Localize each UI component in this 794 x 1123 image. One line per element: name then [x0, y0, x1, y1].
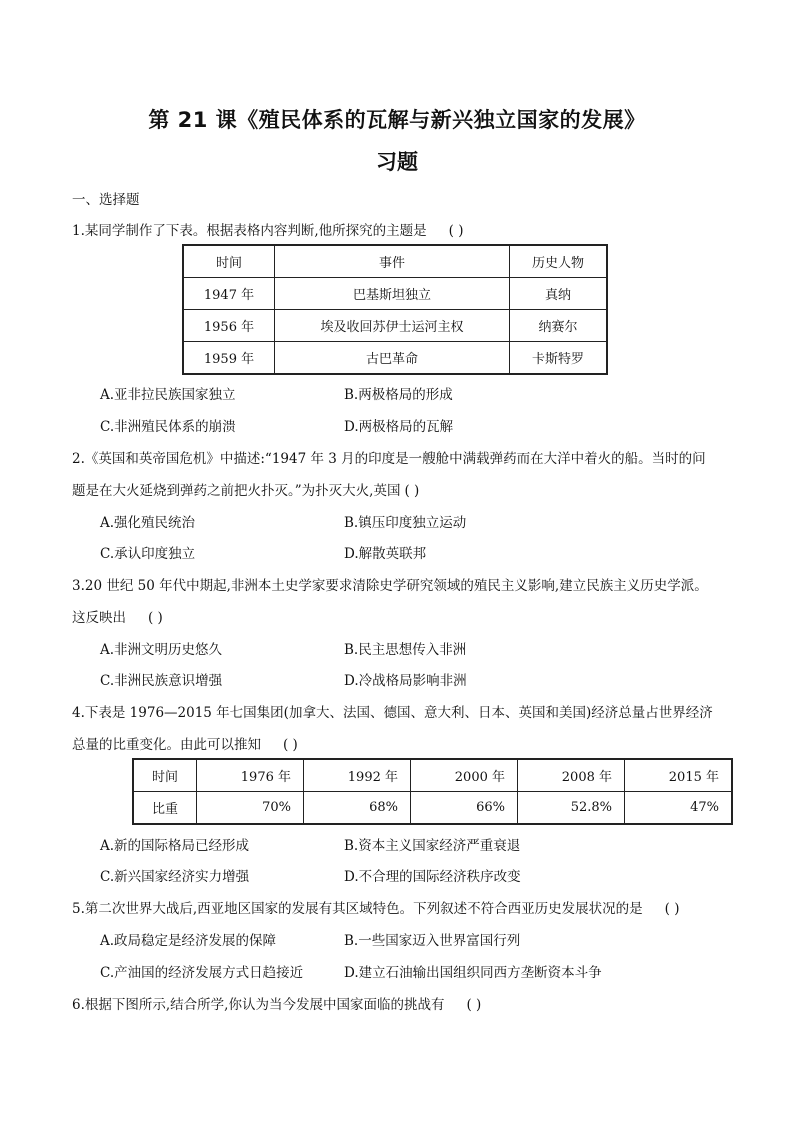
option-b[interactable]: B.民主思想传入非洲: [344, 642, 467, 658]
question-2-text: 题是在大火延烧到弹药之前把火扑灭。”为扑灭大火,英国: [72, 483, 401, 499]
table-header-row: [183, 245, 607, 278]
question-6-text: 6.根据下图所示,结合所学,你认为当今发展中国家面临的挑战有: [72, 997, 445, 1013]
question-2-stem-line1: 2.《英国和英帝国危机》中描述:“1947 年 3 月的印度是一艘舱中满载弹药而在大洋中着火的船。当时的问: [72, 451, 706, 467]
question-5-text: 5.第二次世界大战后,西亚地区国家的发展有其区域特色。下列叙述不符合西亚历史发展状况的是: [72, 901, 643, 917]
table-row: [183, 278, 607, 310]
table-cell: 70%: [197, 792, 304, 825]
table-header-cell: 比重: [133, 792, 197, 825]
option-c[interactable]: C.产油国的经济发展方式日趋接近: [100, 965, 304, 981]
question-5-stem: [72, 897, 680, 917]
question-4-table: [132, 758, 733, 825]
answer-blank: ( ): [148, 610, 163, 626]
option-c[interactable]: C.承认印度独立: [100, 546, 196, 562]
answer-blank: ( ): [466, 997, 482, 1013]
option-d[interactable]: D.冷战格局影响非洲: [344, 673, 467, 689]
table-row: [183, 342, 607, 375]
table-header-cell: 时间: [133, 759, 197, 792]
option-d[interactable]: D.不合理的国际经济秩序改变: [344, 869, 521, 885]
lesson-subtitle: 习题: [376, 150, 418, 174]
table-cell: 66%: [411, 792, 518, 825]
table-cell: 1947 年: [183, 278, 275, 310]
option-d[interactable]: D.建立石油输出国组织同西方垄断资本斗争: [344, 965, 602, 981]
lesson-title: 第 21 课《殖民体系的瓦解与新兴独立国家的发展》: [148, 108, 646, 132]
question-4-stem-line1: 4.下表是 1976—2015 年七国集团(加拿大、法国、德国、意大利、日本、英国和美国)经济总量占世界经济: [72, 705, 713, 721]
table-cell: 1956 年: [183, 310, 275, 342]
table-row: [133, 792, 732, 825]
answer-blank: ( ): [664, 901, 680, 917]
answer-blank: ( ): [404, 483, 420, 499]
answer-blank: ( ): [448, 223, 464, 239]
table-cell: 2015 年: [625, 759, 733, 792]
option-b[interactable]: B.镇压印度独立运动: [344, 515, 467, 531]
table-cell: 2000 年: [411, 759, 518, 792]
option-c[interactable]: C.非洲殖民体系的崩溃: [100, 419, 236, 435]
option-a[interactable]: A.强化殖民统治: [100, 515, 196, 531]
table-header-cell: 事件: [275, 245, 510, 278]
table-row: [133, 759, 732, 792]
option-a[interactable]: A.新的国际格局已经形成: [100, 838, 250, 854]
question-6-stem: [72, 993, 481, 1013]
option-c[interactable]: C.新兴国家经济实力增强: [100, 869, 250, 885]
table-cell: 2008 年: [518, 759, 625, 792]
table-cell: 真纳: [510, 278, 608, 310]
option-c[interactable]: C.非洲民族意识增强: [100, 673, 223, 689]
table-header-cell: 历史人物: [510, 245, 608, 278]
option-a[interactable]: A.政局稳定是经济发展的保障: [100, 933, 277, 949]
table-cell: 纳赛尔: [510, 310, 608, 342]
option-a[interactable]: A.非洲文明历史悠久: [100, 642, 223, 658]
option-d[interactable]: D.两极格局的瓦解: [344, 419, 454, 435]
option-b[interactable]: B.两极格局的形成: [344, 387, 453, 403]
question-3-stem-line2: [72, 606, 163, 626]
option-b[interactable]: B.一些国家迈入世界富国行列: [344, 933, 521, 949]
table-cell: 52.8%: [518, 792, 625, 825]
table-cell: 1976 年: [197, 759, 304, 792]
table-row: [183, 310, 607, 342]
table-cell: 68%: [304, 792, 411, 825]
question-4-text: 总量的比重变化。由此可以推知: [72, 737, 261, 753]
table-cell: 1959 年: [183, 342, 275, 375]
section-heading: 一、选择题: [72, 192, 140, 208]
table-header-cell: 时间: [183, 245, 275, 278]
table-cell: 卡斯特罗: [510, 342, 608, 375]
question-2-stem-line2: [72, 479, 419, 499]
question-3-stem-line1: 3.20 世纪 50 年代中期起,非洲本土史学家要求清除史学研究领域的殖民主义影响,建立民族主义历史学派。: [72, 578, 708, 594]
table-cell: 47%: [625, 792, 733, 825]
question-1-table: [182, 244, 608, 375]
table-cell: 埃及收回苏伊士运河主权: [275, 310, 510, 342]
question-1-stem: [72, 219, 464, 239]
option-d[interactable]: D.解散英联邦: [344, 546, 427, 562]
table-cell: 巴基斯坦独立: [275, 278, 510, 310]
table-cell: 1992 年: [304, 759, 411, 792]
answer-blank: ( ): [283, 737, 298, 753]
table-cell: 古巴革命: [275, 342, 510, 375]
question-1-text: 1.某同学制作了下表。根据表格内容判断,他所探究的主题是: [72, 223, 427, 239]
question-3-text: 这反映出: [72, 610, 126, 626]
question-4-stem-line2: [72, 733, 298, 753]
option-b[interactable]: B.资本主义国家经济严重衰退: [344, 838, 521, 854]
option-a[interactable]: A.亚非拉民族国家独立: [100, 387, 236, 403]
